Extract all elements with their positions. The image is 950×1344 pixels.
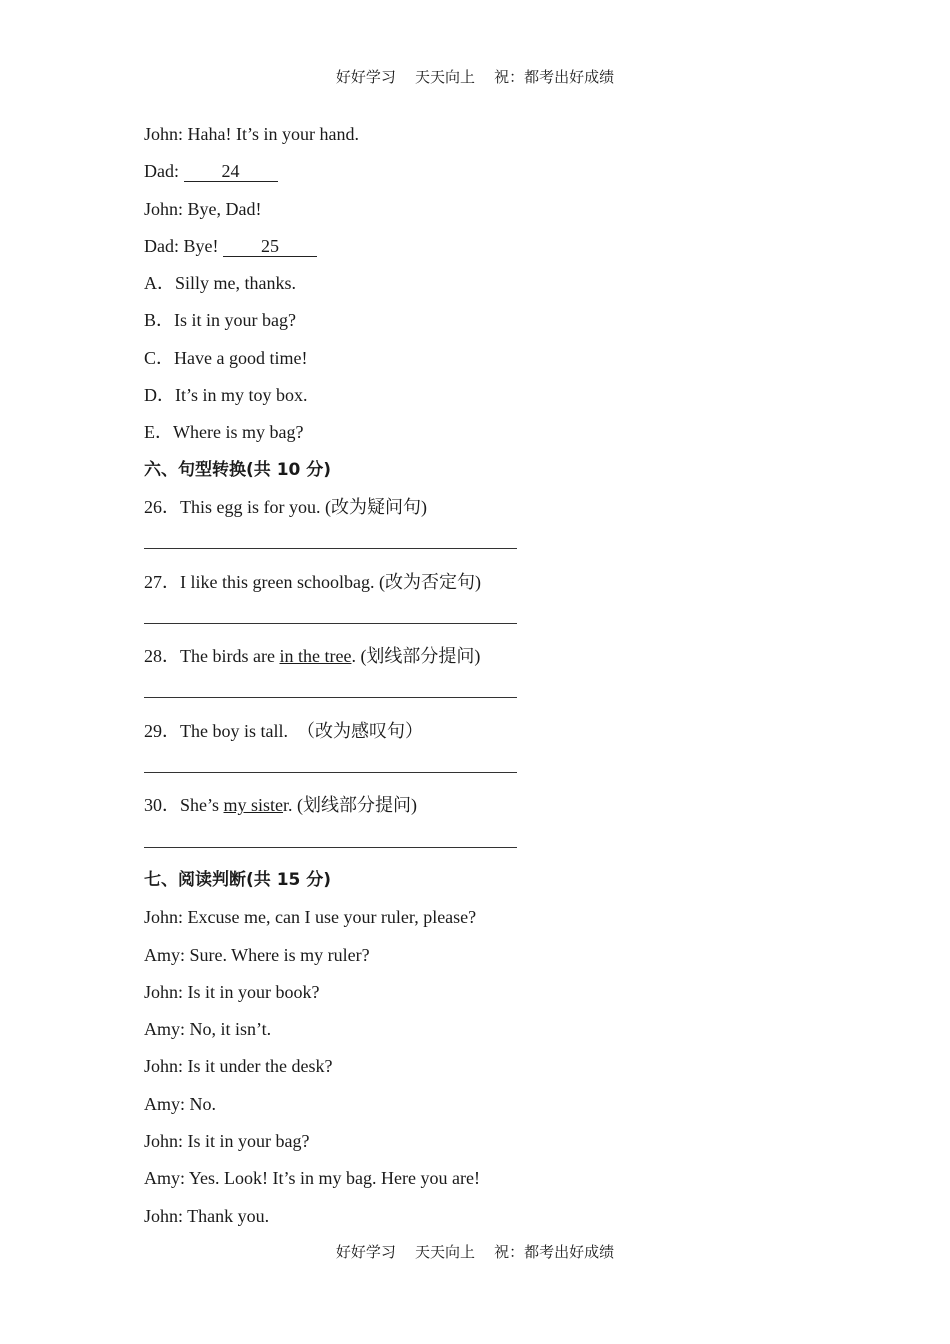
section-title-6: 六、句型转换(共 10 分) bbox=[144, 459, 332, 480]
question-27: 27．I like this green schoolbag. (改为否定句) bbox=[144, 571, 481, 592]
page-footer: 好好学习 天天向上 祝：都考出好成绩 bbox=[335, 1243, 615, 1261]
dialogue-line bbox=[144, 159, 824, 196]
question-text: r. (划线部分提问) bbox=[283, 795, 418, 816]
dialogue-line bbox=[144, 234, 824, 271]
answer-line-26[interactable] bbox=[144, 532, 824, 569]
reading-line: Amy: Sure. Where is my ruler? bbox=[144, 944, 370, 965]
speaker-label: Dad: Bye! bbox=[144, 235, 223, 256]
answer-line-29[interactable] bbox=[144, 756, 824, 793]
underlined-phrase: in the tree bbox=[279, 646, 352, 667]
section-title-7: 七、阅读判断(共 15 分) bbox=[144, 869, 332, 890]
underlined-phrase: my siste bbox=[223, 795, 284, 816]
option-e: E．Where is my bag? bbox=[144, 422, 304, 443]
option-b: B．Is it in your bag? bbox=[144, 310, 296, 331]
question-text: 30．She’s bbox=[144, 795, 224, 816]
answer-line-30[interactable] bbox=[144, 831, 824, 868]
question-text: 28．The birds are bbox=[144, 646, 280, 667]
reading-line: Amy: No, it isn’t. bbox=[144, 1019, 272, 1040]
answer-blank-25[interactable]: 25 bbox=[223, 236, 317, 257]
question-28 bbox=[144, 644, 824, 681]
dialogue-line: John: Haha! It’s in your hand. bbox=[144, 124, 359, 144]
answer-rule bbox=[144, 548, 517, 549]
reading-line: Amy: Yes. Look! It’s in my bag. Here you are! bbox=[144, 1168, 480, 1189]
answer-blank-24[interactable]: 24 bbox=[184, 161, 278, 182]
answer-rule bbox=[144, 772, 517, 773]
reading-line: Amy: No. bbox=[144, 1093, 216, 1114]
answer-rule bbox=[144, 697, 517, 698]
answer-line-28[interactable] bbox=[144, 681, 824, 718]
option-c: C．Have a good time! bbox=[144, 347, 308, 368]
reading-line: John: Excuse me, can I use your ruler, please? bbox=[144, 907, 477, 928]
page-header: 好好学习 天天向上 祝：都考出好成绩 bbox=[335, 68, 615, 86]
speaker-label: Dad: bbox=[144, 161, 184, 182]
question-26: 26．This egg is for you. (改为疑问句) bbox=[144, 496, 427, 517]
reading-line: John: Thank you. bbox=[144, 1205, 270, 1226]
answer-rule bbox=[144, 623, 517, 624]
page-content bbox=[144, 122, 824, 1241]
answer-line-27[interactable] bbox=[144, 607, 824, 644]
option-d: D．It’s in my toy box. bbox=[144, 385, 308, 406]
question-text: . (划线部分提问) bbox=[351, 646, 481, 667]
dialogue-line: John: Bye, Dad! bbox=[144, 198, 262, 219]
answer-rule bbox=[144, 847, 517, 848]
reading-line: John: Is it under the desk? bbox=[144, 1056, 333, 1077]
question-30 bbox=[144, 793, 824, 830]
question-29: 29．The boy is tall. （改为感叹句） bbox=[144, 720, 423, 741]
reading-line: John: Is it in your bag? bbox=[144, 1131, 310, 1152]
option-a: A．Silly me, thanks. bbox=[144, 273, 296, 294]
reading-line: John: Is it in your book? bbox=[144, 981, 320, 1002]
